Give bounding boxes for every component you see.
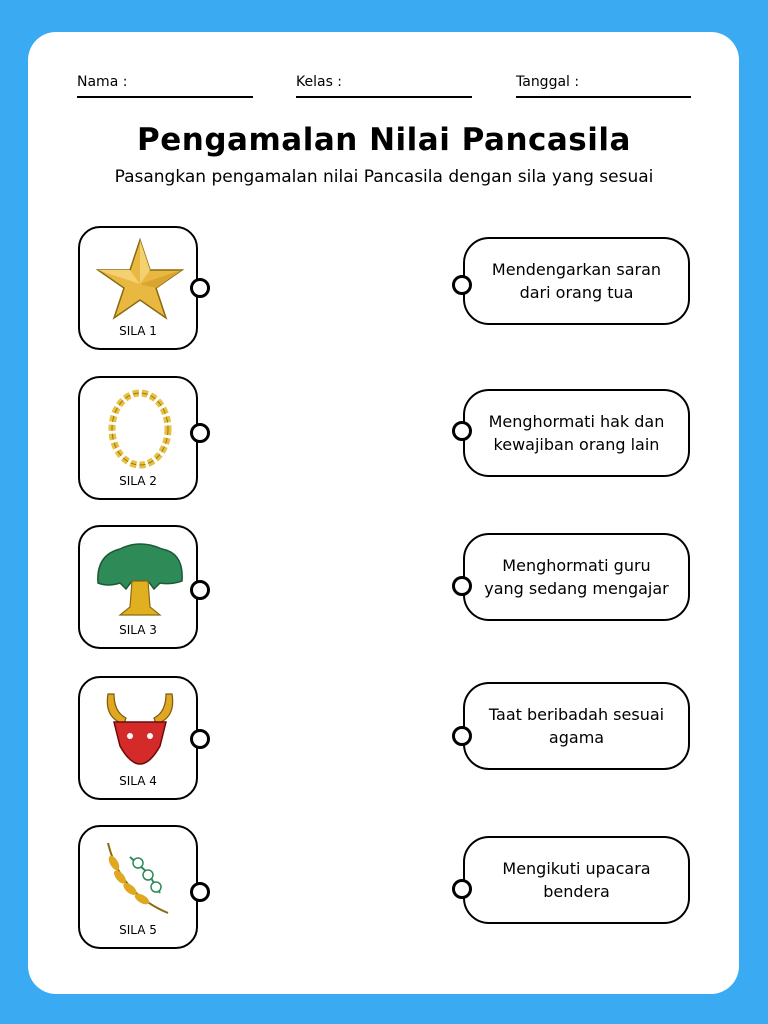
statement-box-1: Mendengarkan saran dari orang tua [463, 237, 690, 325]
class-field[interactable] [296, 74, 342, 90]
banyan-tree-icon [90, 533, 190, 619]
sila-label: SILA 3 [119, 623, 157, 637]
class-label: Kelas : [296, 74, 343, 90]
star-icon [90, 234, 190, 320]
date-line [516, 96, 691, 98]
sila-label: SILA 2 [119, 474, 157, 488]
name-label: Nama : [77, 74, 128, 90]
symbol-card-sila-3 [78, 525, 198, 649]
statement-box-5: Mengikuti upacara bendera [463, 836, 690, 924]
sila-label: SILA 4 [119, 774, 157, 788]
sila-label: SILA 1 [119, 324, 157, 338]
symbol-connector-2[interactable] [190, 423, 210, 443]
class-line [296, 96, 472, 98]
statement-box-3: Menghormati guru yang sedang mengajar [463, 533, 690, 621]
name-line [77, 96, 253, 98]
statement-box-2: Menghormati hak dan kewajiban orang lain [463, 389, 690, 477]
sila-label: SILA 5 [119, 923, 157, 937]
chain-icon [90, 384, 190, 470]
statement-connector-3[interactable] [452, 576, 472, 596]
symbol-card-sila-5 [78, 825, 198, 949]
symbol-connector-1[interactable] [190, 278, 210, 298]
bull-head-icon [90, 684, 190, 770]
symbol-card-sila-2 [78, 376, 198, 500]
statement-connector-2[interactable] [452, 421, 472, 441]
symbol-card-sila-1 [78, 226, 198, 350]
page-subtitle: Pasangkan pengamalan nilai Pancasila dengan sila yang sesuai [114, 167, 654, 187]
symbol-connector-4[interactable] [190, 729, 210, 749]
page-title: Pengamalan Nilai Pancasila [137, 122, 631, 158]
rice-cotton-icon [90, 833, 190, 919]
symbol-connector-5[interactable] [190, 882, 210, 902]
symbol-connector-3[interactable] [190, 580, 210, 600]
statement-connector-4[interactable] [452, 726, 472, 746]
statement-connector-5[interactable] [452, 879, 472, 899]
date-label: Tanggal : [516, 74, 580, 90]
date-field[interactable] [516, 74, 579, 90]
name-field[interactable] [77, 74, 127, 90]
symbol-card-sila-4 [78, 676, 198, 800]
statement-box-4: Taat beribadah sesuai agama [463, 682, 690, 770]
statement-connector-1[interactable] [452, 275, 472, 295]
